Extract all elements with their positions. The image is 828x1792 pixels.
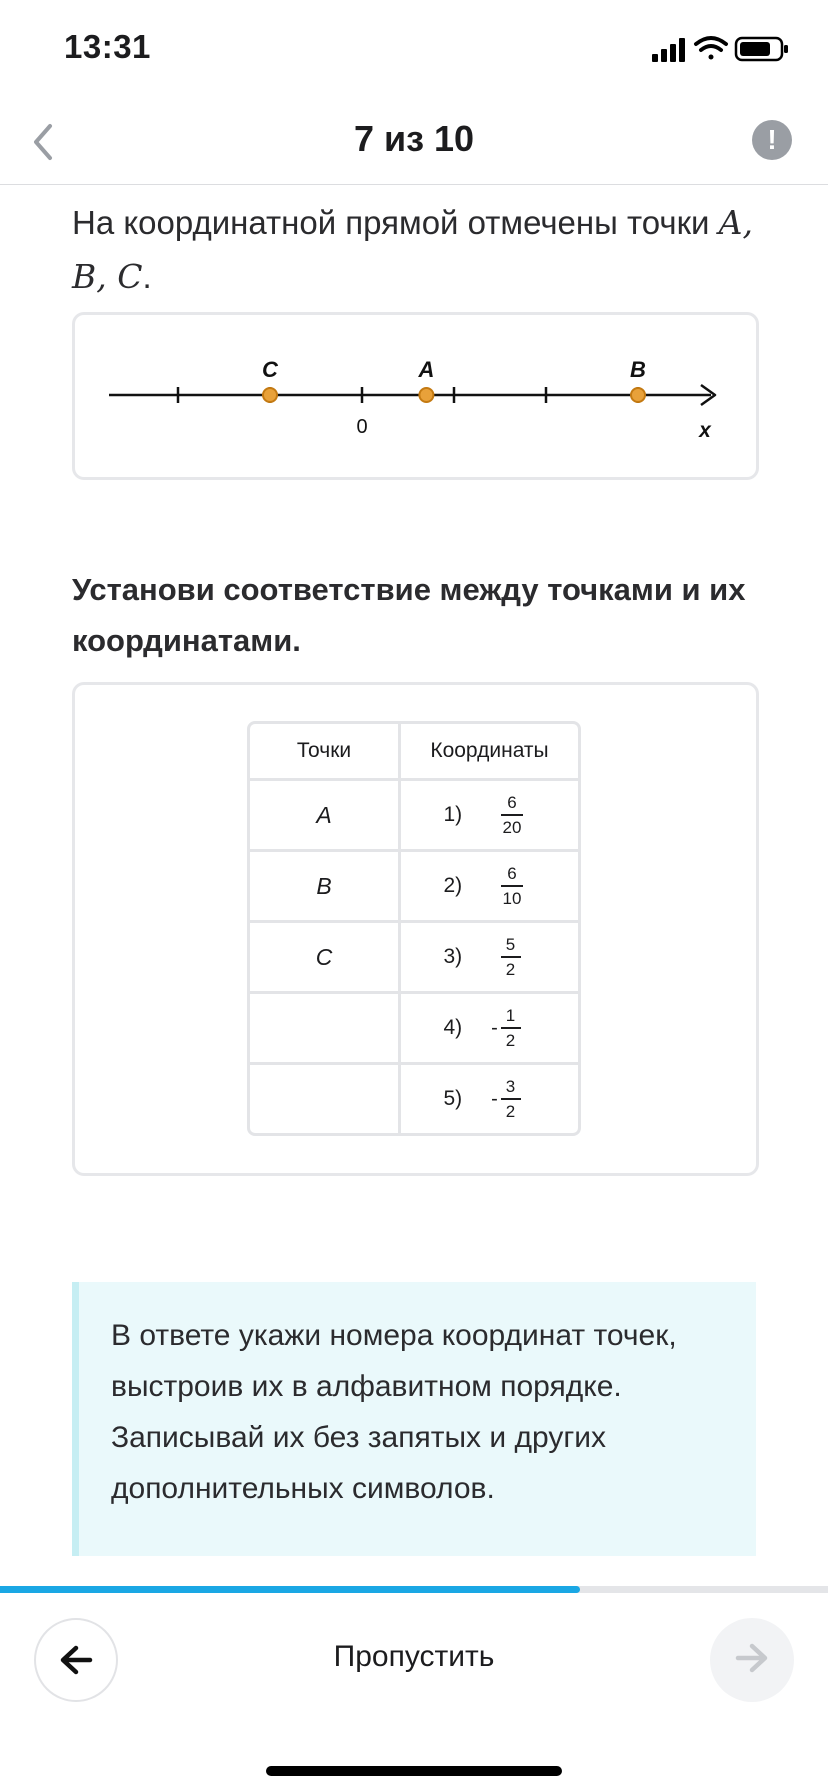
home-indicator — [266, 1766, 562, 1776]
number-line-card — [72, 312, 759, 480]
number-line — [75, 315, 756, 477]
point-cell: A — [250, 781, 401, 852]
table-row — [250, 781, 578, 852]
point-b-label: B — [630, 357, 646, 382]
question-points: A, B, C — [72, 203, 753, 296]
numerator: 5 — [505, 935, 516, 954]
coordinate-number: 3) — [443, 945, 463, 968]
point-b-marker — [631, 388, 645, 402]
task-text: Установи соответствие между точками и их координатами. — [72, 572, 746, 658]
progress-bar — [0, 1586, 828, 1593]
question-text — [72, 196, 772, 304]
coordinate-number: 4) — [443, 1016, 463, 1039]
denominator: 2 — [505, 1102, 516, 1121]
point-cell — [250, 1065, 401, 1133]
progress-fill — [0, 1586, 580, 1593]
report-icon[interactable]: ! — [752, 120, 792, 160]
signal-icon — [652, 38, 685, 62]
header-divider — [0, 184, 828, 185]
denominator: 10 — [502, 889, 522, 908]
point-cell: C — [250, 923, 401, 994]
coordinate-sign: - — [491, 1087, 498, 1110]
question-body: На координатной прямой отмечены точки — [72, 204, 719, 241]
point-a-label: A — [418, 357, 435, 382]
fraction — [502, 1006, 520, 1050]
arrow-left-icon — [36, 1620, 120, 1704]
denominator: 2 — [505, 960, 516, 979]
hint-box — [72, 1282, 756, 1556]
next-button[interactable] — [710, 1618, 794, 1702]
coordinate-sign: - — [491, 1016, 498, 1039]
coordinate-cell — [401, 923, 578, 994]
skip-button[interactable]: Пропустить — [333, 1640, 495, 1673]
fraction-bar — [501, 814, 524, 816]
coordinate-cell — [401, 852, 578, 923]
arrow-right-icon — [710, 1618, 794, 1702]
table-row — [250, 852, 578, 923]
fraction-bar — [501, 956, 521, 958]
fraction — [502, 1077, 520, 1121]
table-row — [250, 994, 578, 1065]
page-title: 7 из 10 — [353, 118, 475, 159]
hint-text: В ответе укажи номера координат точек, выстроив их в алфавитном порядке. Записывай их без запятых и других дополнительных символов. — [111, 1319, 677, 1505]
numerator: 6 — [507, 793, 517, 812]
denominator: 2 — [505, 1031, 516, 1050]
point-cell: B — [250, 852, 401, 923]
status-icons — [652, 34, 792, 64]
coordinate-number: 1) — [443, 803, 463, 826]
header-coordinates: Координаты — [401, 724, 578, 781]
matching-table — [247, 721, 581, 1136]
coordinate-cell — [401, 994, 578, 1065]
question-end: . — [142, 258, 152, 295]
fraction-bar — [501, 1027, 521, 1029]
denominator: 20 — [502, 818, 522, 837]
fraction — [502, 864, 523, 908]
battery-icon — [736, 38, 788, 60]
header-points: Точки — [250, 724, 401, 781]
point-cell — [250, 994, 401, 1065]
wifi-icon — [696, 38, 726, 60]
zero-label: 0 — [356, 416, 368, 438]
table-row — [250, 1065, 578, 1133]
numerator: 1 — [505, 1006, 516, 1025]
axis-x-label: x — [699, 419, 711, 442]
fraction — [502, 935, 520, 979]
coordinate-number: 5) — [443, 1087, 463, 1110]
matching-table-card — [72, 682, 759, 1176]
numerator: 3 — [505, 1077, 516, 1096]
previous-button[interactable] — [34, 1618, 118, 1702]
numerator: 6 — [507, 864, 517, 883]
status-time: 13:31 — [64, 28, 151, 65]
point-c-marker — [263, 388, 277, 402]
coordinate-cell — [401, 1065, 578, 1133]
point-c-label: C — [262, 357, 278, 382]
fraction-bar — [501, 885, 524, 887]
coordinate-number: 2) — [443, 874, 463, 897]
fraction — [502, 793, 523, 837]
coordinate-cell — [401, 781, 578, 852]
point-a-marker — [419, 388, 433, 402]
table-row — [250, 923, 578, 994]
fraction-bar — [501, 1098, 521, 1100]
